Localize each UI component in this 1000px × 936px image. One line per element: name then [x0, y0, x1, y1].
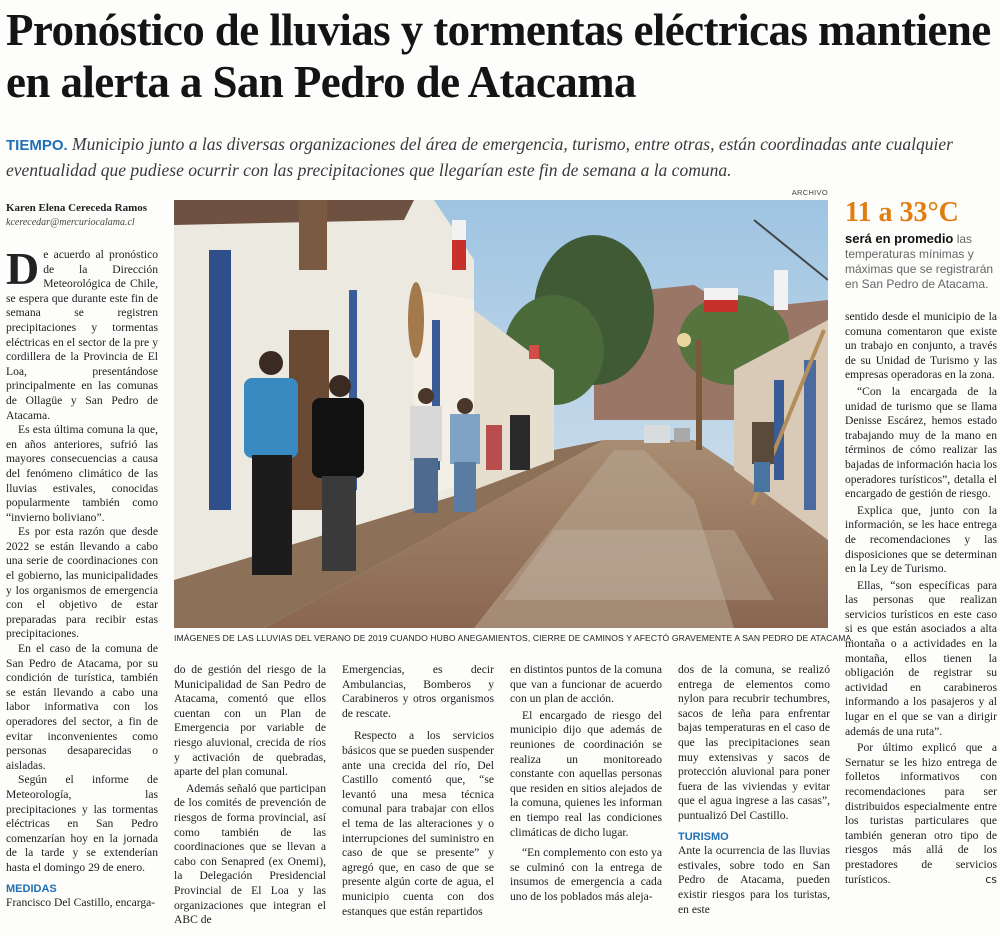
paragraph: Ellas, “son específicas para las personas que realizan servicios turísticos en este caso si es que están asociados a alta montaña o a actividades en la montaña, ellos tienen la obligación de registrar su actividad en carabineros informando a los pasajeros y al lugar en el que se van a dirigir además de una ruta”.	[845, 578, 997, 738]
paragraph: En el caso de la comuna de San Pedro de Atacama, por su condición de turística, también se están llevando a cabo una labor informativa con los operadores del sector, a fin de evitar inconvenientes como personas desaparecidas o aisladas.	[6, 642, 158, 772]
column-3	[342, 663, 494, 919]
byline	[6, 202, 166, 228]
paragraph-text: e acuerdo al pronóstico de la Dirección Meteorológica de Chile, se espera que durante este fin de semana se registren precipitaciones y tormentas eléctricas en el sector de la pre y cordillera de la Provincia de El Loa, presentándose principalmente en las comunas de Ollagüe y San Pedro de Atacama.	[6, 248, 158, 422]
paragraph: Ante la ocurrencia de las lluvias estivales, sobre todo en San Pedro de Atacama, pueden existir riesgos para los turistas, en este	[678, 844, 830, 916]
column-5	[678, 663, 830, 917]
end-mark: cs	[985, 872, 997, 886]
paragraph: Además señaló que participan de los comités de prevención de riesgos de forma provincial, así como también de las coordinaciones que se llevan a cabo con Senapred (ex Onemi), la Delegación Presidencial Provincial de El Loa y las organizaciones que integran el ABC de	[174, 781, 326, 927]
factbox-rest: las temperaturas mínimas y máximas que se registrarán en San Pedro de Atacama.	[845, 232, 994, 291]
paragraph: Respecto a los servicios básicos que se pueden suspender ante una crecida del río, Del Castillo comentó que, “se levantó una mesa técnica comunal para trabajar con ellos el tema de las alteraciones y o interrupciones del suministro en caso de que se presente” y agregó que, en caso de que se presente algún corte de agua, el municipio cuenta con dos estanques que están repartidos	[342, 729, 494, 918]
article-photo	[174, 200, 828, 628]
photo-credit: ARCHIVO	[791, 188, 828, 197]
paragraph: “Con la encargada de la unidad de turismo que se llama Denisse Escárez, hemos estado trabajando muy de la mano en términos de cómo realizar las bajadas de información hacia los operadores turísticos”, detalla el encargado de gestión de riesgo.	[845, 384, 997, 501]
paragraph-text: Por último explicó que a Sernatur se les hizo entrega de folletos informativos con recomendaciones para ser distribuidos especialmente entre los turistas particulares que también generan otro tipo de riesgos más allá de los prestadores de servicios turísticos.	[845, 741, 997, 886]
paragraph: Emergencias, es decir Ambulancias, Bomberos y Carabineros y otros organismos de rescate.	[342, 663, 494, 720]
paragraph: El encargado de riesgo del municipio dijo que además de reuniones de coordinación se realiza un monitoreado constante con aquellas personas que residen en sitios alejados de la comuna, quienes les informan en tiempo real las condiciones climáticas de dicho lugar.	[510, 708, 662, 839]
paragraph: Es esta última comuna la que, en años anteriores, sufrió las mayores consecuencias a causa del fenómeno climático de las lluvias estivales, conocidas popularmente también como “invierno boliviano”.	[6, 423, 158, 524]
column-1	[6, 243, 158, 911]
lead-paragraph	[6, 132, 994, 182]
paragraph: “En complemento con esto ya se culminó con la entrega de insumos de emergencia a cada uno de los poblados más aleja-	[510, 846, 662, 903]
paragraph: Explica que, junto con la información, se les hace entrega de recomendaciones y las disposiciones que se determinan en la Ley de Turismo.	[845, 503, 997, 576]
paragraph: do de gestión del riesgo de la Municipalidad de San Pedro de Atacama, comentó que ellos cuentan con un Plan de Emergencia por variable de riesgo aluvional, crecida de ríos y activación de quebradas, aparte del plan comunal.	[174, 663, 326, 779]
street-scene-image	[174, 200, 828, 628]
column-6	[845, 310, 997, 887]
subheading-medidas: MEDIDAS	[6, 882, 57, 895]
paragraph: Francisco Del Castillo, encarga-	[6, 896, 156, 910]
paragraph	[845, 741, 997, 887]
column-2	[174, 663, 326, 928]
factbox	[845, 197, 997, 292]
paragraph: en distintos puntos de la comuna que van a funcionar de acuerdo con un plan de acción.	[510, 663, 662, 706]
paragraph: Según el informe de Meteorología, las precipitaciones y las tormentas eléctricas en San Pedro comenzarían hoy en la jornada de la tarde y se extenderían hasta el domingo 29 de enero.	[6, 773, 158, 874]
author-email: kcerecedar@mercuriocalama.cl	[6, 217, 135, 228]
factbox-text	[845, 231, 997, 292]
photo-caption: IMÁGENES DE LAS LLUVIAS DEL VERANO DE 2019 CUANDO HUBO ANEGAMIENTOS, CIERRE DE CAMINOS Y AFECTÓ GRAVEMENTE A SAN PEDRO DE ATACAMA.	[174, 633, 854, 643]
paragraph: dos de la comuna, se realizó entrega de elementos como nylon para recubrir techumbres, sacos de leña para enfrentar bajas temperaturas en el caso de que las precipitaciones sean muy extensivas y sacos de protección aluvional para poner fuera de las viviendas y evitar que el agua ingrese a las casas”, puntualizó Del Castillo.	[678, 663, 830, 822]
column-4	[510, 663, 662, 905]
author-name: Karen Elena Cereceda Ramos	[6, 202, 148, 214]
factbox-bold: será en promedio	[845, 231, 954, 246]
temperature-figure: 11 a 33°C	[845, 197, 959, 228]
lead-text: Municipio junto a las diversas organizaciones del área de emergencia, turismo, entre otras, están coordinadas ante cualquier eventualidad que pudiese ocurrir con las precipitaciones que llegarían este fin de semana a la comuna.	[6, 134, 953, 180]
paragraph: Es por esta razón que desde 2022 se están llevando a cabo una serie de coordinaciones con el gobierno, las municipalidades y los organismos de emergencia con el objetivo de estar preparadas para recibir estas precipitaciones.	[6, 525, 158, 641]
headline: Pronóstico de lluvias y tormentas eléctricas mantiene en alerta a San Pedro de Atacama	[6, 5, 991, 107]
section-kicker: TIEMPO.	[6, 137, 68, 154]
subheading-turismo: TURISMO	[678, 830, 729, 843]
paragraph	[6, 243, 158, 423]
paragraph: sentido desde el municipio de la comuna comentaron que existe un trabajo en conjunto, a través de su Unidad de Turismo y las empresas operadoras en la zona.	[845, 310, 997, 382]
dropcap: D	[6, 243, 40, 294]
